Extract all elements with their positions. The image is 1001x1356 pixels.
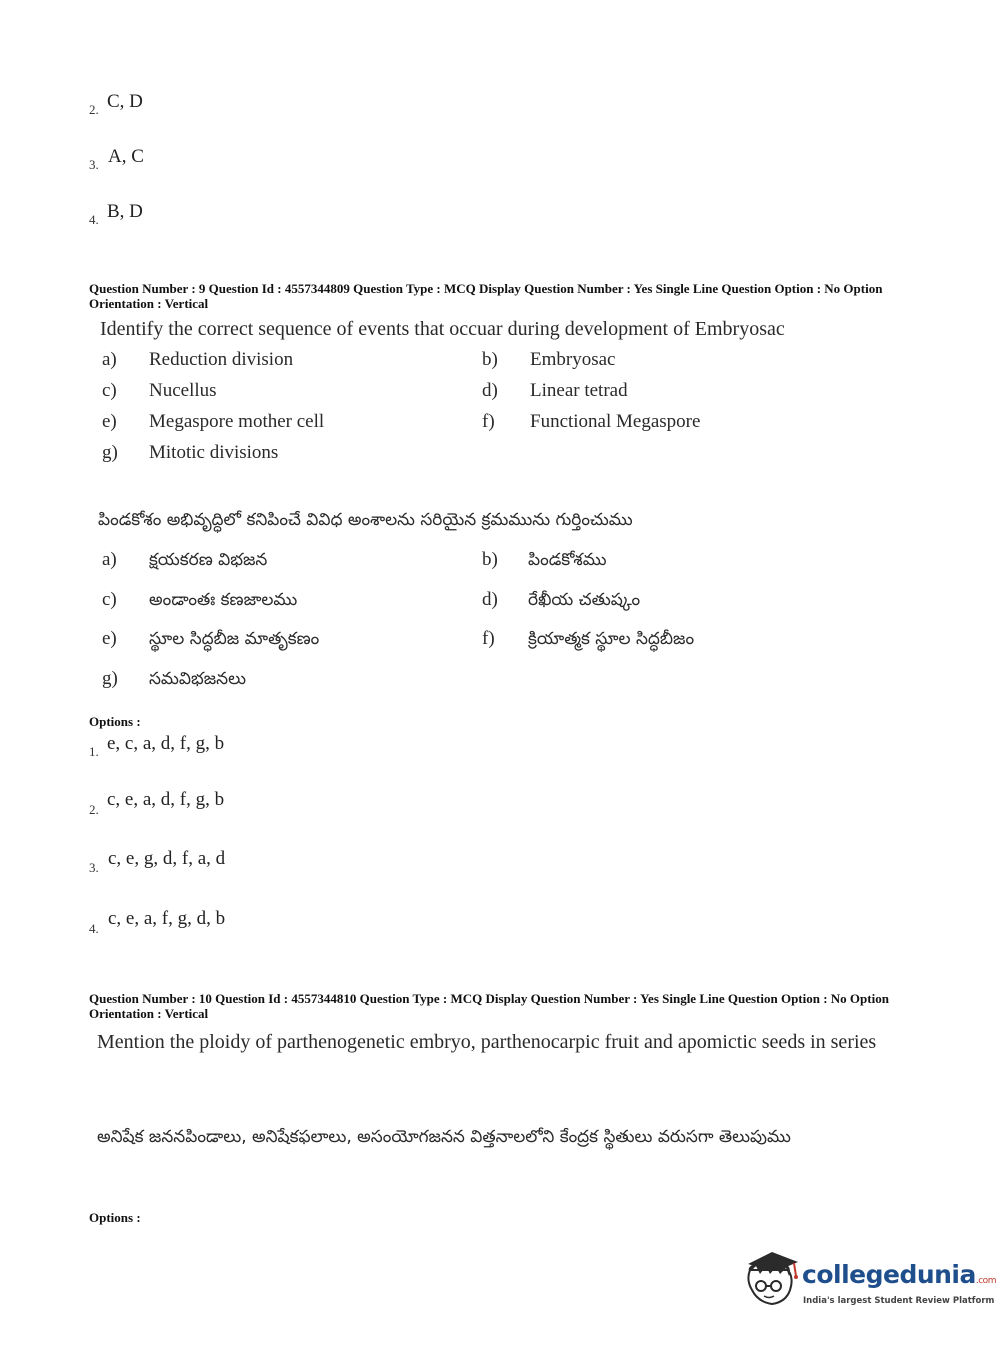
item-label: f) <box>482 411 495 432</box>
item-label: g) <box>102 442 118 463</box>
item-label: b) <box>482 549 498 570</box>
item-label: c) <box>102 380 117 401</box>
option-text: c, e, g, d, f, a, d <box>108 848 226 869</box>
item-label: g) <box>102 668 118 689</box>
item-label: a) <box>102 349 117 370</box>
option-number: 4. <box>89 921 99 936</box>
question-10-meta: Question Number : 10 Question Id : 4557344810 Question Type : MCQ Display Question Number : Yes Single Line Question Option : No Option Orientation : Vertical <box>89 991 889 1021</box>
item-text: రేఖీయ చతుష్కం <box>528 590 641 610</box>
item-label: c) <box>102 589 117 610</box>
option-number: 1. <box>89 744 99 759</box>
question-9-text-en: Identify the correct sequence of events that occuar during development of Embryosac <box>100 318 785 340</box>
logo-wordmark <box>802 1260 996 1289</box>
item-label: d) <box>482 589 498 610</box>
item-text: Mitotic divisions <box>149 442 279 463</box>
item-label: e) <box>102 411 117 432</box>
option-number: 3. <box>89 860 99 875</box>
option-number: 3. <box>89 157 99 172</box>
question-9-text-te: పిండకోశం అభివృద్ధిలో కనిపించే వివిధ అంశాలను సరియైన క్రమమును గుర్తించుము <box>98 510 633 530</box>
question-10-text-en: Mention the ploidy of parthenogenetic embryo, parthenocarpic fruit and apomictic seeds in series <box>97 1031 877 1053</box>
item-text: Nucellus <box>149 380 217 401</box>
mascot-icon <box>742 1250 800 1310</box>
item-text: సమవిభజనలు <box>149 669 247 689</box>
item-label: b) <box>482 349 498 370</box>
item-text: పిండకోశము <box>528 550 607 570</box>
item-text: స్థూల సిద్ధబీజ మాతృకణం <box>149 629 320 649</box>
item-text: Megaspore mother cell <box>149 411 325 432</box>
option-number: 2. <box>89 802 99 817</box>
option-number: 2. <box>89 102 99 117</box>
item-text: అండాంతః కణజాలము <box>149 590 298 610</box>
item-text: క్షయకరణ విభజన <box>149 550 268 570</box>
options-header: Options : <box>89 1210 141 1225</box>
item-text: క్రియాత్మక స్థూల సిద్ధబీజం <box>528 629 695 649</box>
item-label: a) <box>102 549 117 570</box>
option-number: 4. <box>89 212 99 227</box>
item-label: d) <box>482 380 498 401</box>
question-10-text-te: అనిషేక జననపిండాలు, అనిషేకఫలాలు, అసంయోగజనన విత్తనాలలోని కేంద్రక స్థితులు వరుసగా తెలుపుము <box>97 1127 791 1147</box>
option-text: c, e, a, d, f, g, b <box>107 789 225 810</box>
logo-name: collegedunia <box>802 1260 976 1289</box>
item-text: Embryosac <box>530 349 616 370</box>
item-label: e) <box>102 628 117 649</box>
item-text: Linear tetrad <box>530 380 628 401</box>
option-text: B, D <box>107 201 143 222</box>
option-text: A, C <box>108 146 144 167</box>
question-9-meta: Question Number : 9 Question Id : 4557344809 Question Type : MCQ Display Question Number : Yes Single Line Question Option : No Option Orientation : Vertical <box>89 281 883 311</box>
item-text: Reduction division <box>149 349 294 370</box>
option-text: e, c, a, d, f, g, b <box>107 733 225 754</box>
options-header: Options : <box>89 714 141 729</box>
item-text: Functional Megaspore <box>530 411 701 432</box>
item-label: f) <box>482 628 495 649</box>
option-text: C, D <box>107 91 143 112</box>
logo-tagline: India's largest Student Review Platform <box>803 1296 995 1306</box>
option-text: c, e, a, f, g, d, b <box>108 908 226 929</box>
collegedunia-logo <box>742 1250 996 1310</box>
logo-tld: .com <box>975 1276 996 1286</box>
